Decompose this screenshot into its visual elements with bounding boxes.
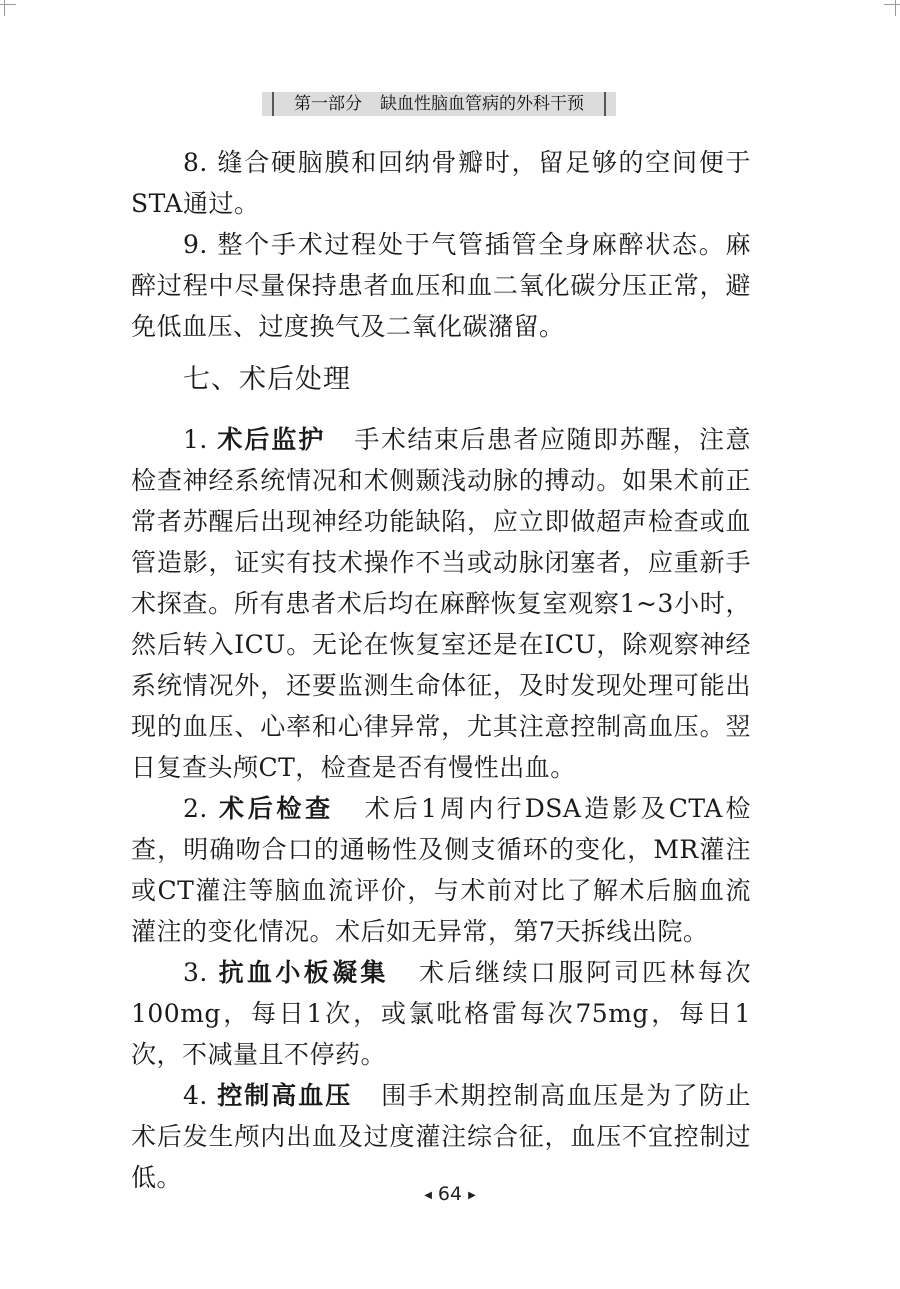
- crop-mark-top-right-vertical: [895, 0, 896, 16]
- crop-mark-top-left: [0, 4, 16, 5]
- paragraph-lead: 控制高血压: [217, 1081, 353, 1110]
- section-text-block: [131, 419, 751, 1198]
- running-header: [262, 92, 616, 116]
- header-part: 第一部分: [294, 94, 362, 114]
- header-right-rule: [604, 92, 606, 116]
- paragraph-body: 术后继续口服阿司匹林每次100mg，每日1次，或氯吡格雷每次75mg，每日1次，不减量且不停药。: [131, 958, 751, 1069]
- page-number: 64: [437, 1183, 463, 1205]
- paragraph-number: 1.: [183, 425, 208, 454]
- top-text-block: [131, 142, 751, 347]
- crop-mark-top-left-vertical: [4, 0, 5, 16]
- paragraph-hypertension-control: [131, 1075, 751, 1198]
- right-triangle-icon: ▶: [468, 1190, 476, 1201]
- paragraph-9: 9. 整个手术过程处于气管插管全身麻醉状态。麻醉过程中尽量保持患者血压和血二氧化碳分压正常，避免低血压、过度换气及二氧化碳潴留。: [131, 230, 751, 341]
- header-left-rule: [272, 92, 274, 116]
- paragraph-body: 围手术期控制高血压是为了防止术后发生颅内出血及过度灌注综合征，血压不宜控制过低。: [131, 1081, 751, 1192]
- paragraph-postop-monitoring: [131, 419, 751, 788]
- paragraph-body: 手术结束后患者应随即苏醒，注意检查神经系统情况和术侧颞浅动脉的搏动。如果术前正常者苏醒后出现神经功能缺陷，应立即做超声检查或血管造影，证实有技术操作不当或动脉闭塞者，应重新手术探查。所有患者术后均在麻醉恢复室观察1~3小时，然后转入ICU。无论在恢复室还是在ICU，除观察神经系统情况外，还要监测生命体征，及时发现处理可能出现的血压、心率和心律异常，尤其注意控制高血压。翌日复查头颅CT，检查是否有慢性出血。: [131, 425, 751, 782]
- paragraph-number: 3.: [183, 958, 208, 987]
- paragraph-lead: 术后监护: [217, 425, 326, 454]
- paragraph-lead: 抗血小板凝集: [218, 958, 389, 987]
- paragraph-number: 2.: [183, 794, 208, 823]
- paragraph-postop-examination: [131, 788, 751, 952]
- paragraph-body: 术后1周内行DSA造影及CTA检查，明确吻合口的通畅性及侧支循环的变化，MR灌注或CT灌注等脑血流评价，与术前对比了解术后脑血流灌注的变化情况。术后如无异常，第7天拆线出院。: [131, 794, 751, 946]
- paragraph-lead: 术后检查: [219, 794, 334, 823]
- header-title: 缺血性脑血管病的外科干预: [380, 94, 584, 114]
- left-triangle-icon: ◀: [424, 1190, 432, 1201]
- page-folio: [0, 1182, 900, 1208]
- crop-mark-top-right: [884, 4, 900, 5]
- section-title: 七、术后处理: [183, 364, 351, 395]
- paragraph-8: 8. 缝合硬脑膜和回纳骨瓣时，留足够的空间便于STA通过。: [131, 148, 751, 218]
- paragraph-number: 4.: [183, 1081, 208, 1110]
- paragraph-antiplatelet: [131, 952, 751, 1075]
